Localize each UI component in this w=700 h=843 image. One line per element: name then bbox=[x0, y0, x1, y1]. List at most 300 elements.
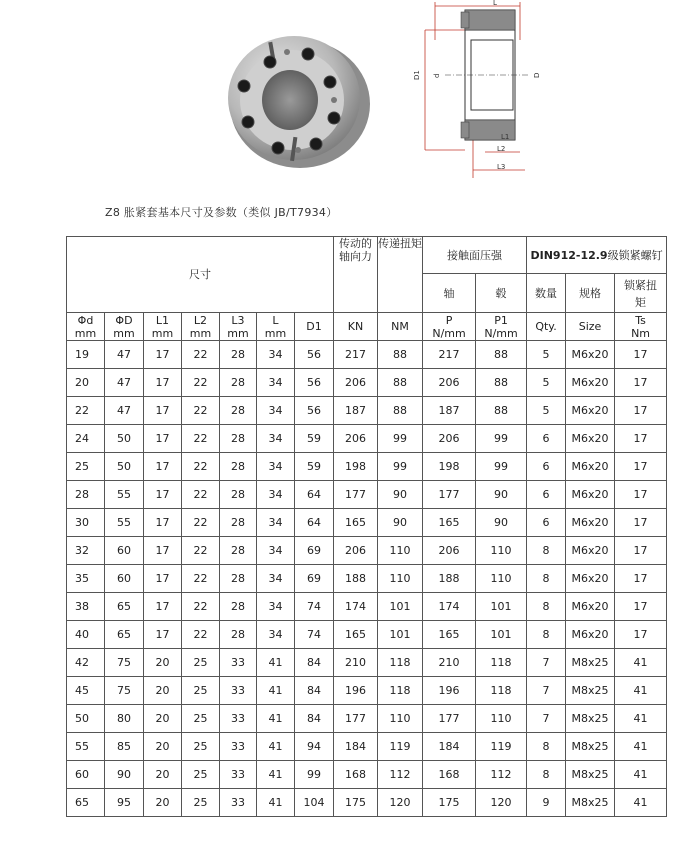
table-cell: 55 bbox=[67, 733, 105, 761]
table-cell: 110 bbox=[476, 537, 527, 565]
table-cell: 17 bbox=[144, 621, 182, 649]
table-row bbox=[67, 537, 667, 565]
table-cell: 90 bbox=[105, 761, 144, 789]
table-cell: 25 bbox=[182, 677, 220, 705]
column-name: D1 bbox=[306, 320, 322, 333]
table-row bbox=[67, 565, 667, 593]
table-cell: 34 bbox=[257, 369, 295, 397]
table-cell: 34 bbox=[257, 593, 295, 621]
column-header bbox=[566, 313, 615, 341]
table-cell: 74 bbox=[295, 593, 334, 621]
table-cell: 110 bbox=[476, 565, 527, 593]
table-cell: 206 bbox=[334, 537, 378, 565]
table-cell: 34 bbox=[257, 537, 295, 565]
table-cell: 56 bbox=[295, 369, 334, 397]
table-cell: 118 bbox=[378, 649, 423, 677]
table-cell: 25 bbox=[182, 649, 220, 677]
table-cell: 17 bbox=[144, 481, 182, 509]
table-cell: 17 bbox=[144, 593, 182, 621]
table-cell: 65 bbox=[105, 593, 144, 621]
table-cell: 206 bbox=[423, 425, 476, 453]
table-cell: 17 bbox=[615, 621, 667, 649]
column-name: L bbox=[272, 313, 279, 327]
table-cell: 47 bbox=[105, 369, 144, 397]
column-name: P bbox=[445, 313, 453, 327]
table-cell: 22 bbox=[182, 593, 220, 621]
table-cell: 217 bbox=[334, 341, 378, 369]
table-cell: 8 bbox=[527, 761, 566, 789]
table-cell: 119 bbox=[476, 733, 527, 761]
table-cell: 84 bbox=[295, 705, 334, 733]
table-cell: 50 bbox=[105, 453, 144, 481]
table-cell: 50 bbox=[105, 425, 144, 453]
table-cell: 7 bbox=[527, 677, 566, 705]
group-force: 传动的轴向力 bbox=[334, 237, 378, 313]
table-cell: 69 bbox=[295, 537, 334, 565]
table-row bbox=[67, 621, 667, 649]
table-cell: 28 bbox=[220, 621, 257, 649]
table-cell: 88 bbox=[476, 397, 527, 425]
table-cell: 90 bbox=[476, 509, 527, 537]
table-cell: 75 bbox=[105, 677, 144, 705]
table-cell: 196 bbox=[334, 677, 378, 705]
table-row bbox=[67, 593, 667, 621]
table-cell: 34 bbox=[257, 425, 295, 453]
table-row bbox=[67, 789, 667, 817]
column-header bbox=[257, 313, 295, 341]
table-cell: 94 bbox=[295, 733, 334, 761]
table-cell: M8x25 bbox=[566, 705, 615, 733]
table-cell: 88 bbox=[378, 369, 423, 397]
table-cell: 41 bbox=[257, 705, 295, 733]
table-cell: 33 bbox=[220, 733, 257, 761]
table-cell: 5 bbox=[527, 341, 566, 369]
table-cell: 22 bbox=[182, 453, 220, 481]
header-row-groups bbox=[67, 237, 667, 274]
column-unit: mm bbox=[227, 326, 249, 340]
table-row bbox=[67, 481, 667, 509]
bolt-qty: 数量 bbox=[527, 274, 566, 313]
table-cell: 90 bbox=[476, 481, 527, 509]
table-cell: 85 bbox=[105, 733, 144, 761]
table-cell: 17 bbox=[615, 341, 667, 369]
table-cell: 84 bbox=[295, 649, 334, 677]
table-cell: 41 bbox=[615, 705, 667, 733]
table-cell: 28 bbox=[220, 369, 257, 397]
table-cell: 25 bbox=[67, 453, 105, 481]
table-cell: 60 bbox=[105, 565, 144, 593]
table-cell: 196 bbox=[423, 677, 476, 705]
table-cell: 177 bbox=[334, 705, 378, 733]
table-cell: 17 bbox=[144, 453, 182, 481]
table-cell: 95 bbox=[105, 789, 144, 817]
table-cell: 41 bbox=[615, 649, 667, 677]
table-cell: 20 bbox=[144, 733, 182, 761]
table-cell: 184 bbox=[423, 733, 476, 761]
table-cell: M6x20 bbox=[566, 509, 615, 537]
table-cell: 101 bbox=[378, 593, 423, 621]
table-row bbox=[67, 733, 667, 761]
spec-table bbox=[66, 236, 667, 817]
table-cell: 33 bbox=[220, 705, 257, 733]
table-cell: 33 bbox=[220, 789, 257, 817]
table-cell: 20 bbox=[144, 649, 182, 677]
column-unit: mm bbox=[113, 326, 135, 340]
dim-D: D bbox=[533, 72, 541, 78]
column-name: Φd bbox=[77, 313, 94, 327]
table-cell: 55 bbox=[105, 481, 144, 509]
table-cell: M6x20 bbox=[566, 397, 615, 425]
table-row bbox=[67, 677, 667, 705]
column-unit: mm bbox=[189, 326, 212, 340]
group-bolt bbox=[527, 237, 667, 274]
table-cell: 177 bbox=[423, 481, 476, 509]
table-cell: M6x20 bbox=[566, 481, 615, 509]
product-photo bbox=[222, 22, 370, 172]
table-cell: 17 bbox=[615, 481, 667, 509]
table-row bbox=[67, 397, 667, 425]
table-cell: M6x20 bbox=[566, 537, 615, 565]
column-unit: N/mm bbox=[432, 326, 466, 340]
table-cell: 17 bbox=[144, 397, 182, 425]
table-cell: 165 bbox=[334, 621, 378, 649]
column-header bbox=[220, 313, 257, 341]
table-cell: 20 bbox=[67, 369, 105, 397]
table-cell: M8x25 bbox=[566, 761, 615, 789]
table-cell: 28 bbox=[220, 397, 257, 425]
table-cell: 20 bbox=[144, 789, 182, 817]
table-cell: 17 bbox=[144, 425, 182, 453]
table-cell: 17 bbox=[615, 537, 667, 565]
table-cell: 56 bbox=[295, 341, 334, 369]
column-header bbox=[615, 313, 667, 341]
table-cell: 6 bbox=[527, 425, 566, 453]
table-cell: 175 bbox=[423, 789, 476, 817]
table-cell: 28 bbox=[220, 453, 257, 481]
column-name: Qty. bbox=[535, 320, 557, 333]
table-cell: 41 bbox=[615, 761, 667, 789]
table-cell: 41 bbox=[615, 677, 667, 705]
table-cell: 110 bbox=[378, 705, 423, 733]
table-cell: 47 bbox=[105, 341, 144, 369]
table-cell: 20 bbox=[144, 677, 182, 705]
table-cell: 22 bbox=[182, 621, 220, 649]
table-cell: 22 bbox=[182, 341, 220, 369]
table-cell: 35 bbox=[67, 565, 105, 593]
table-cell: 41 bbox=[257, 649, 295, 677]
table-cell: 24 bbox=[67, 425, 105, 453]
table-cell: 187 bbox=[334, 397, 378, 425]
table-cell: 17 bbox=[615, 453, 667, 481]
table-cell: 41 bbox=[257, 761, 295, 789]
table-cell: 28 bbox=[220, 481, 257, 509]
table-cell: 34 bbox=[257, 565, 295, 593]
table-cell: M8x25 bbox=[566, 789, 615, 817]
table-cell: M6x20 bbox=[566, 453, 615, 481]
column-header bbox=[182, 313, 220, 341]
table-cell: 22 bbox=[182, 565, 220, 593]
bolt-torque: 锁紧扭矩 bbox=[615, 274, 667, 313]
column-header bbox=[105, 313, 144, 341]
table-cell: 22 bbox=[182, 369, 220, 397]
table-cell: 34 bbox=[257, 453, 295, 481]
column-header bbox=[144, 313, 182, 341]
column-unit: N/mm bbox=[484, 326, 518, 340]
table-cell: M8x25 bbox=[566, 677, 615, 705]
table-cell: M6x20 bbox=[566, 425, 615, 453]
table-cell: 84 bbox=[295, 677, 334, 705]
table-cell: 80 bbox=[105, 705, 144, 733]
column-header bbox=[423, 313, 476, 341]
table-row bbox=[67, 369, 667, 397]
table-cell: 99 bbox=[295, 761, 334, 789]
table-cell: 120 bbox=[476, 789, 527, 817]
column-unit: mm bbox=[151, 326, 174, 340]
table-cell: 210 bbox=[423, 649, 476, 677]
column-unit: mm bbox=[264, 326, 287, 340]
table-cell: 101 bbox=[476, 593, 527, 621]
table-cell: 28 bbox=[220, 425, 257, 453]
table-cell: 32 bbox=[67, 537, 105, 565]
table-cell: 110 bbox=[476, 705, 527, 733]
table-cell: 88 bbox=[476, 369, 527, 397]
table-cell: 206 bbox=[334, 425, 378, 453]
table-cell: 59 bbox=[295, 425, 334, 453]
column-unit: mm bbox=[74, 326, 97, 340]
table-cell: M6x20 bbox=[566, 341, 615, 369]
group-dims: 尺寸 bbox=[67, 237, 334, 313]
dim-L1: L1 bbox=[501, 133, 510, 141]
table-cell: 188 bbox=[423, 565, 476, 593]
table-cell: 8 bbox=[527, 621, 566, 649]
table-cell: 69 bbox=[295, 565, 334, 593]
table-cell: 210 bbox=[334, 649, 378, 677]
table-cell: 118 bbox=[476, 649, 527, 677]
table-cell: 65 bbox=[67, 789, 105, 817]
column-header bbox=[476, 313, 527, 341]
table-cell: 34 bbox=[257, 481, 295, 509]
table-cell: 101 bbox=[476, 621, 527, 649]
table-cell: 75 bbox=[105, 649, 144, 677]
table-cell: 165 bbox=[423, 509, 476, 537]
column-name: L2 bbox=[193, 313, 208, 327]
column-name: L3 bbox=[231, 313, 245, 327]
table-cell: 177 bbox=[423, 705, 476, 733]
table-cell: 64 bbox=[295, 481, 334, 509]
table-cell: 60 bbox=[67, 761, 105, 789]
table-cell: 25 bbox=[182, 705, 220, 733]
table-cell: 20 bbox=[144, 705, 182, 733]
group-bolt-desc: 级锁紧螺钉 bbox=[607, 248, 663, 262]
table-cell: 88 bbox=[476, 341, 527, 369]
table-cell: 41 bbox=[615, 733, 667, 761]
table-cell: 47 bbox=[105, 397, 144, 425]
table-cell: 175 bbox=[334, 789, 378, 817]
table-cell: M6x20 bbox=[566, 593, 615, 621]
table-row bbox=[67, 453, 667, 481]
table-cell: 30 bbox=[67, 509, 105, 537]
table-cell: 110 bbox=[378, 565, 423, 593]
column-header bbox=[378, 313, 423, 341]
dim-L2: L2 bbox=[497, 145, 506, 153]
table-cell: 198 bbox=[334, 453, 378, 481]
table-cell: 90 bbox=[378, 481, 423, 509]
table-cell: 28 bbox=[220, 341, 257, 369]
column-name: NM bbox=[391, 320, 409, 333]
table-cell: 41 bbox=[615, 789, 667, 817]
table-cell: 28 bbox=[220, 593, 257, 621]
table-cell: 6 bbox=[527, 481, 566, 509]
table-cell: 8 bbox=[527, 537, 566, 565]
table-cell: 174 bbox=[423, 593, 476, 621]
column-name: P1 bbox=[494, 313, 508, 327]
table-cell: 45 bbox=[67, 677, 105, 705]
table-cell: 118 bbox=[378, 677, 423, 705]
table-cell: 206 bbox=[423, 537, 476, 565]
table-cell: 119 bbox=[378, 733, 423, 761]
table-cell: 8 bbox=[527, 733, 566, 761]
table-cell: 34 bbox=[257, 509, 295, 537]
table-cell: 168 bbox=[334, 761, 378, 789]
table-cell: 60 bbox=[105, 537, 144, 565]
table-row bbox=[67, 509, 667, 537]
table-cell: 41 bbox=[257, 733, 295, 761]
table-cell: 40 bbox=[67, 621, 105, 649]
pressure-hub: 毂 bbox=[476, 274, 527, 313]
table-cell: 188 bbox=[334, 565, 378, 593]
table-cell: 112 bbox=[476, 761, 527, 789]
group-pressure: 接触面压强 bbox=[423, 237, 527, 274]
table-cell: 33 bbox=[220, 761, 257, 789]
table-cell: 17 bbox=[615, 397, 667, 425]
table-cell: 19 bbox=[67, 341, 105, 369]
table-cell: 17 bbox=[144, 509, 182, 537]
table-cell: 187 bbox=[423, 397, 476, 425]
dim-L: L bbox=[493, 0, 497, 7]
table-cell: 206 bbox=[423, 369, 476, 397]
table-cell: 38 bbox=[67, 593, 105, 621]
table-cell: 17 bbox=[615, 425, 667, 453]
table-cell: 22 bbox=[67, 397, 105, 425]
table-cell: 34 bbox=[257, 621, 295, 649]
table-cell: 8 bbox=[527, 565, 566, 593]
table-cell: 110 bbox=[378, 537, 423, 565]
column-header bbox=[334, 313, 378, 341]
table-cell: 28 bbox=[67, 481, 105, 509]
table-cell: 104 bbox=[295, 789, 334, 817]
table-cell: M6x20 bbox=[566, 565, 615, 593]
table-cell: M6x20 bbox=[566, 621, 615, 649]
table-cell: 55 bbox=[105, 509, 144, 537]
table-cell: 17 bbox=[615, 593, 667, 621]
table-cell: 64 bbox=[295, 509, 334, 537]
table-cell: 88 bbox=[378, 397, 423, 425]
table-cell: 7 bbox=[527, 649, 566, 677]
dim-d: d bbox=[433, 73, 441, 78]
table-cell: 33 bbox=[220, 677, 257, 705]
table-cell: 6 bbox=[527, 453, 566, 481]
column-header bbox=[527, 313, 566, 341]
table-cell: 217 bbox=[423, 341, 476, 369]
table-cell: 5 bbox=[527, 397, 566, 425]
table-cell: 42 bbox=[67, 649, 105, 677]
bolt-spec: 规格 bbox=[566, 274, 615, 313]
table-cell: 20 bbox=[144, 761, 182, 789]
table-cell: 22 bbox=[182, 509, 220, 537]
table-cell: 88 bbox=[378, 341, 423, 369]
table-cell: 17 bbox=[144, 369, 182, 397]
table-cell: 28 bbox=[220, 537, 257, 565]
table-cell: 184 bbox=[334, 733, 378, 761]
table-cell: 165 bbox=[334, 509, 378, 537]
table-cell: 22 bbox=[182, 537, 220, 565]
table-row bbox=[67, 341, 667, 369]
table-cell: 177 bbox=[334, 481, 378, 509]
table-cell: 50 bbox=[67, 705, 105, 733]
table-cell: 25 bbox=[182, 761, 220, 789]
table-cell: 65 bbox=[105, 621, 144, 649]
table-row bbox=[67, 705, 667, 733]
table-cell: 99 bbox=[476, 453, 527, 481]
table-cell: 17 bbox=[144, 341, 182, 369]
table-cell: 56 bbox=[295, 397, 334, 425]
table-cell: M8x25 bbox=[566, 649, 615, 677]
table-row bbox=[67, 649, 667, 677]
table-cell: 22 bbox=[182, 397, 220, 425]
table-cell: 99 bbox=[476, 425, 527, 453]
group-bolt-standard: DIN912-12.9 bbox=[530, 248, 608, 262]
column-name: Ts bbox=[635, 313, 646, 327]
column-name: ΦD bbox=[115, 313, 133, 327]
dim-L3: L3 bbox=[497, 163, 506, 171]
table-cell: 22 bbox=[182, 425, 220, 453]
table-cell: 6 bbox=[527, 509, 566, 537]
table-cell: 41 bbox=[257, 789, 295, 817]
table-row bbox=[67, 425, 667, 453]
column-name: Size bbox=[578, 320, 602, 333]
table-cell: 5 bbox=[527, 369, 566, 397]
table-cell: 7 bbox=[527, 705, 566, 733]
table-cell: 17 bbox=[615, 509, 667, 537]
group-torque: 传递扭矩 bbox=[378, 237, 423, 313]
table-cell: 28 bbox=[220, 565, 257, 593]
table-cell: 99 bbox=[378, 425, 423, 453]
table-caption: Z8 胀紧套基本尺寸及参数（类似 JB/T7934） bbox=[105, 206, 338, 219]
column-header bbox=[67, 313, 105, 341]
table-cell: 17 bbox=[144, 537, 182, 565]
table-cell: 59 bbox=[295, 453, 334, 481]
table-cell: 112 bbox=[378, 761, 423, 789]
table-cell: 41 bbox=[257, 677, 295, 705]
column-name: KN bbox=[347, 320, 364, 333]
table-cell: 33 bbox=[220, 649, 257, 677]
table-cell: 34 bbox=[257, 341, 295, 369]
table-cell: 198 bbox=[423, 453, 476, 481]
table-cell: 165 bbox=[423, 621, 476, 649]
table-cell: 22 bbox=[182, 481, 220, 509]
table-cell: 17 bbox=[144, 565, 182, 593]
table-cell: 34 bbox=[257, 397, 295, 425]
table-cell: 9 bbox=[527, 789, 566, 817]
table-cell: M6x20 bbox=[566, 369, 615, 397]
column-header bbox=[295, 313, 334, 341]
table-cell: 74 bbox=[295, 621, 334, 649]
table-cell: 101 bbox=[378, 621, 423, 649]
table-body bbox=[67, 341, 667, 817]
cross-section-drawing bbox=[405, 0, 550, 182]
table-cell: 25 bbox=[182, 789, 220, 817]
header-row-columns bbox=[67, 313, 667, 341]
